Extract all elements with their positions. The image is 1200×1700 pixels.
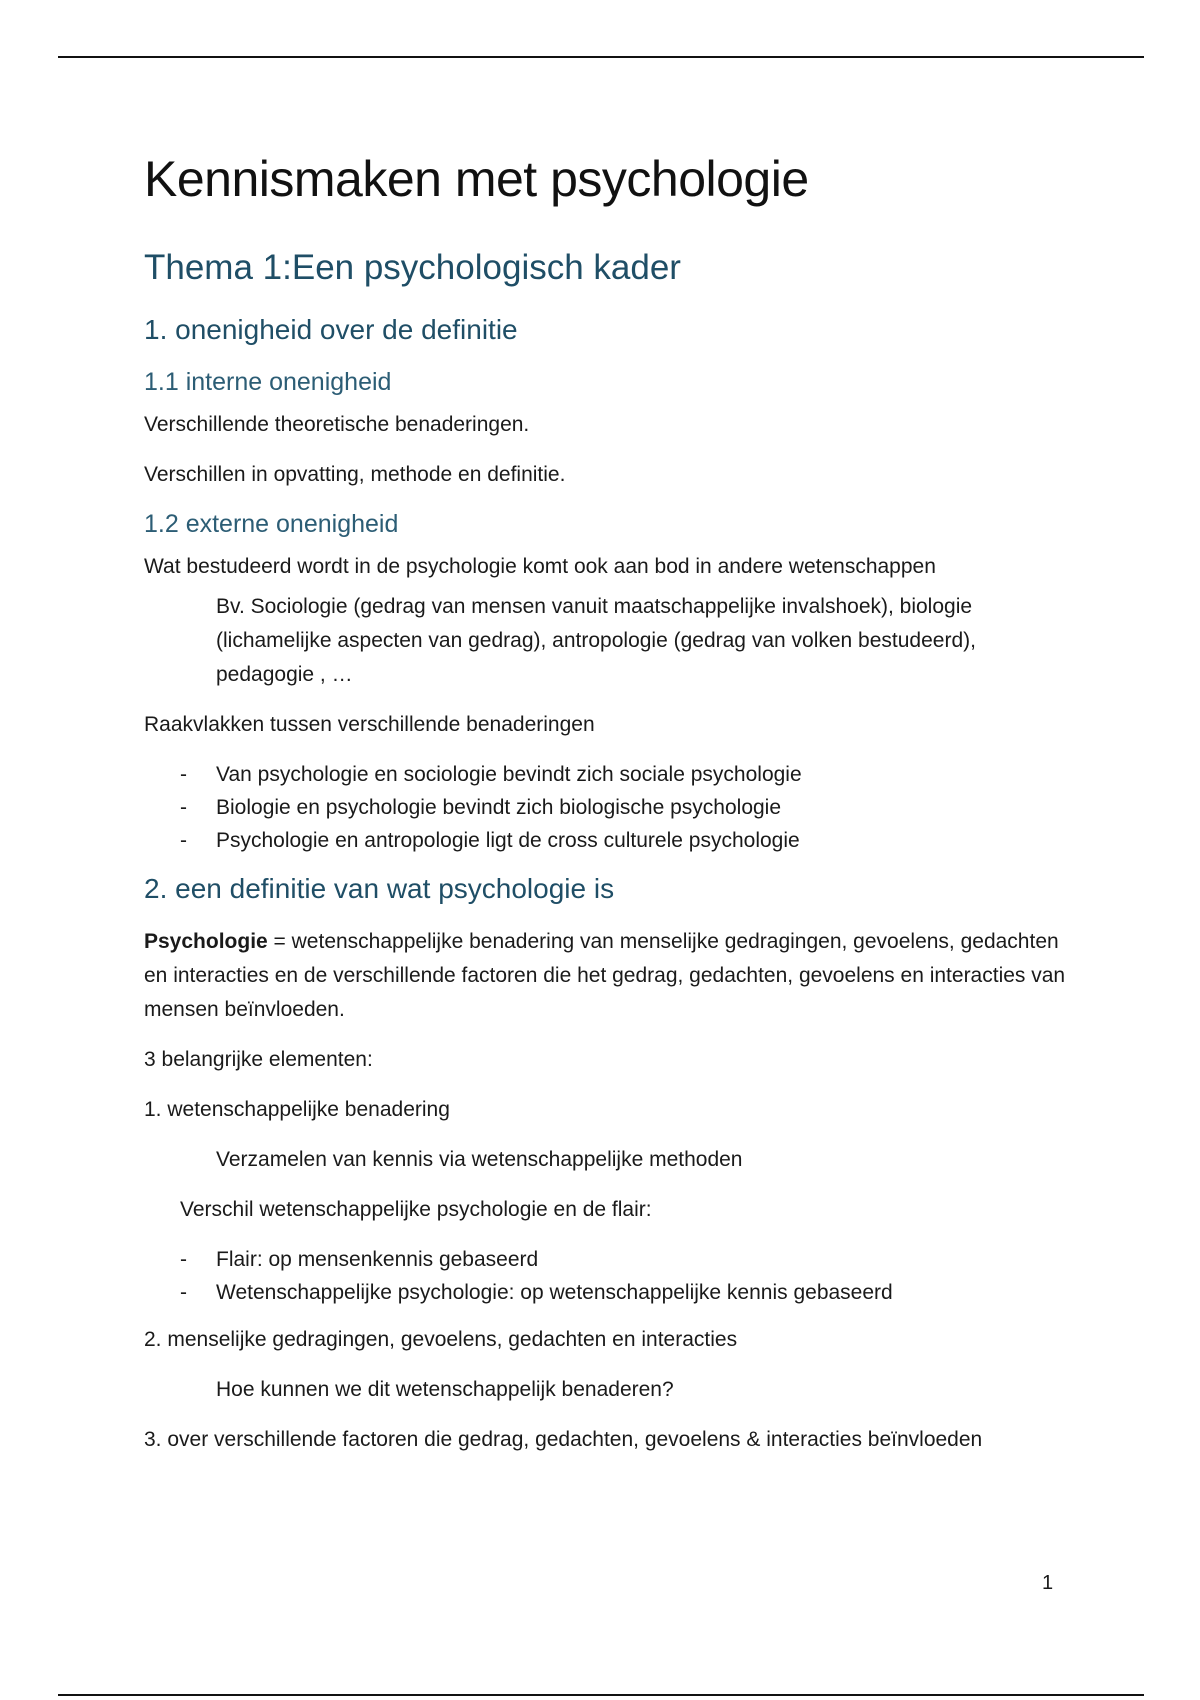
theme-heading: Thema 1:Een psychologisch kader [144,248,681,287]
element-1-label: 1. wetenschappelijke benadering [144,1098,450,1121]
element-2-detail: Hoe kunnen we dit wetenschappelijk benaderen? [216,1378,674,1401]
definition-paragraph [144,925,1074,1027]
section-1-heading: 1. onenigheid over de definitie [144,314,518,345]
paragraph: Verschillen in opvatting, methode en definitie. [144,463,566,486]
element-2-label: 2. menselijke gedragingen, gevoelens, gedachten en interacties [144,1328,738,1351]
document-title: Kennismaken met psychologie [144,151,809,207]
element-1-detail: Verzamelen van kennis via wetenschappelijke methoden [216,1148,743,1171]
paragraph: Wat bestudeerd wordt in de psychologie komt ook aan bod in andere wetenschappen [144,555,936,578]
paragraph: Verschillende theoretische benaderingen. [144,413,530,436]
list-item: - Van psychologie en sociologie bevindt zich sociale psychologie [144,758,1074,791]
paragraph: 3 belangrijke elementen: [144,1048,373,1071]
list-item: - Biologie en psychologie bevindt zich biologische psychologie [144,791,1074,824]
subsection-1-1-heading: 1.1 interne onenigheid [144,368,392,396]
footer-rule [58,1694,1144,1696]
example-paragraph: Bv. Sociologie (gedrag van mensen vanuit maatschappelijke invalshoek), biologie (lichamelijke aspecten van gedrag), antropologie (gedrag van volken bestudeerd), pedagogie , … [216,595,976,686]
document-body [144,150,1074,1473]
overlap-list [144,758,1074,857]
list-item: - Wetenschappelijke psychologie: op wetenschappelijke kennis gebaseerd [144,1276,1074,1309]
list-item: - Psychologie en antropologie ligt de cross culturele psychologie [144,824,1074,857]
paragraph: Raakvlakken tussen verschillende benaderingen [144,713,595,736]
element-3-label: 3. over verschillende factoren die gedrag, gedachten, gevoelens & interacties beïnvloeden [144,1428,983,1451]
difference-list [144,1243,1074,1309]
definition-text: = wetenschappelijke benadering van menselijke gedragingen, gevoelens, gedachten en interacties en de verschillende factoren die het gedrag, gedachten, gevoelens en interacties van mensen beïnvloeden. [144,930,1066,1021]
definition-term: Psychologie [144,930,268,953]
page-number: 1 [1042,1572,1054,1594]
subsection-1-2-heading: 1.2 externe onenigheid [144,510,399,538]
difference-intro: Verschil wetenschappelijke psychologie en de flair: [180,1198,652,1221]
list-item: - Flair: op mensenkennis gebaseerd [144,1243,1074,1276]
section-2-heading: 2. een definitie van wat psychologie is [144,873,615,904]
header-rule [58,56,1144,58]
